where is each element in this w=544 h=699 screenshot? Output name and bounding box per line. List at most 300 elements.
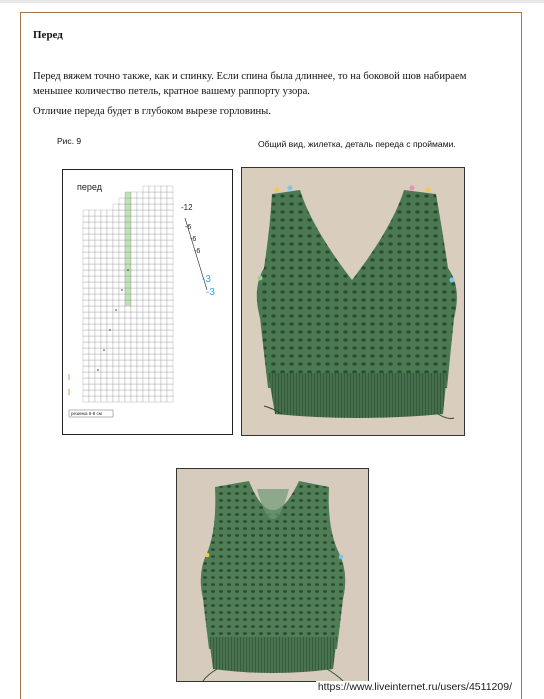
chart-cell	[119, 222, 125, 228]
chart-cell	[113, 306, 119, 312]
chart-cell	[101, 396, 107, 402]
chart-cell	[137, 324, 143, 330]
chart-cell	[95, 378, 101, 384]
chart-cell	[95, 264, 101, 270]
chart-cell	[167, 330, 173, 336]
chart-cell	[131, 348, 137, 354]
chart-cell	[167, 234, 173, 240]
chart-cell	[161, 318, 167, 324]
chart-cell	[155, 378, 161, 384]
chart-cell	[149, 324, 155, 330]
chart-cell	[131, 318, 137, 324]
chart-cell	[83, 222, 89, 228]
chart-cell	[119, 396, 125, 402]
chart-cell	[161, 294, 167, 300]
chart-cell	[101, 318, 107, 324]
chart-cell	[101, 372, 107, 378]
chart-cell	[89, 324, 95, 330]
chart-cell	[167, 258, 173, 264]
chart-cell	[113, 312, 119, 318]
chart-cell	[161, 252, 167, 258]
chart-cell	[131, 276, 137, 282]
chart-cell	[101, 312, 107, 318]
chart-cell	[101, 222, 107, 228]
chart-cell	[83, 288, 89, 294]
chart-cell	[107, 270, 113, 276]
chart-cell	[167, 228, 173, 234]
chart-cell	[125, 306, 131, 312]
chart-cell	[155, 222, 161, 228]
chart-cell	[107, 216, 113, 222]
chart-cell	[149, 216, 155, 222]
chart-cell	[149, 306, 155, 312]
chart-cell	[161, 204, 167, 210]
chart-cell	[83, 342, 89, 348]
chart-cell	[143, 282, 149, 288]
chart-cell	[143, 342, 149, 348]
chart-cell	[119, 360, 125, 366]
chart-cell	[113, 384, 119, 390]
chart-cell	[89, 240, 95, 246]
chart-cell	[89, 312, 95, 318]
chart-cell	[107, 222, 113, 228]
chart-cell	[155, 192, 161, 198]
chart-cell	[119, 300, 125, 306]
chart-cell	[167, 300, 173, 306]
chart-cell	[83, 318, 89, 324]
chart-cell	[113, 222, 119, 228]
chart-cell	[113, 228, 119, 234]
chart-cell	[131, 342, 137, 348]
chart-cell	[119, 288, 125, 294]
chart-cell	[119, 276, 125, 282]
chart-cell	[149, 288, 155, 294]
chart-cell	[143, 204, 149, 210]
chart-cell	[161, 324, 167, 330]
chart-cell	[143, 330, 149, 336]
chart-cell	[143, 198, 149, 204]
chart-cell	[161, 372, 167, 378]
chart-cell	[107, 324, 113, 330]
chart-cell	[113, 336, 119, 342]
chart-cell	[113, 342, 119, 348]
chart-cell	[101, 330, 107, 336]
chart-cell	[107, 252, 113, 258]
chart-cell	[101, 300, 107, 306]
chart-cell	[149, 258, 155, 264]
chart-cell	[119, 246, 125, 252]
chart-cell	[155, 294, 161, 300]
chart-cell	[107, 378, 113, 384]
chart-cell	[137, 252, 143, 258]
chart-cell	[149, 396, 155, 402]
chart-cell	[101, 210, 107, 216]
chart-cell	[95, 240, 101, 246]
chart-cell	[95, 276, 101, 282]
chart-cell	[137, 198, 143, 204]
chart-cell	[125, 204, 131, 210]
chart-cell	[131, 366, 137, 372]
chart-cell	[137, 228, 143, 234]
chart-cell	[161, 348, 167, 354]
chart-cell	[107, 390, 113, 396]
chart-cell	[101, 216, 107, 222]
chart-cell	[155, 204, 161, 210]
chart-cell	[113, 258, 119, 264]
chart-cell	[125, 324, 131, 330]
chart-cell	[125, 198, 131, 204]
chart-cell	[113, 282, 119, 288]
chart-cell	[155, 186, 161, 192]
chart-cell	[107, 396, 113, 402]
chart-cell	[137, 294, 143, 300]
chart-cell	[155, 228, 161, 234]
chart-cell	[155, 240, 161, 246]
chart-cell	[149, 354, 155, 360]
chart-cell	[155, 270, 161, 276]
chart-cell	[161, 360, 167, 366]
chart-cell	[95, 228, 101, 234]
chart-cell	[89, 282, 95, 288]
chart-cell	[83, 396, 89, 402]
chart-cell	[149, 264, 155, 270]
chart-cell	[113, 348, 119, 354]
chart-cell	[143, 324, 149, 330]
chart-cell	[143, 234, 149, 240]
chart-cell	[83, 360, 89, 366]
chart-cell	[137, 240, 143, 246]
chart-cell	[137, 276, 143, 282]
chart-cell	[131, 234, 137, 240]
chart-cell	[155, 330, 161, 336]
chart-cell	[143, 318, 149, 324]
chart-cell	[119, 318, 125, 324]
chart-cell	[119, 198, 125, 204]
chart-cell	[137, 258, 143, 264]
chart-cell	[161, 336, 167, 342]
chart-cell	[101, 294, 107, 300]
chart-cell	[155, 312, 161, 318]
chart-cell	[155, 264, 161, 270]
chart-cell	[155, 216, 161, 222]
chart-title: перед	[77, 182, 102, 192]
chart-cell	[119, 336, 125, 342]
chart-cell	[137, 342, 143, 348]
chart-cell	[113, 288, 119, 294]
chart-cell	[131, 282, 137, 288]
chart-cell	[89, 372, 95, 378]
chart-cell	[161, 246, 167, 252]
chart-cell	[107, 288, 113, 294]
chart-cell	[137, 270, 143, 276]
chart-cell	[89, 216, 95, 222]
chart-cell	[131, 228, 137, 234]
chart-cell	[119, 282, 125, 288]
chart-cell	[113, 216, 119, 222]
chart-cell	[95, 246, 101, 252]
chart-cell	[131, 252, 137, 258]
chart-cell	[89, 396, 95, 402]
chart-cell	[101, 384, 107, 390]
chart-cell	[167, 342, 173, 348]
chart-cell	[119, 330, 125, 336]
chart-cell	[143, 222, 149, 228]
decrease-12-label: -12	[181, 203, 193, 212]
chart-cell	[143, 366, 149, 372]
vest-photo-front-svg	[242, 168, 465, 436]
decrease-6-label-2: -6	[190, 236, 197, 243]
figure-label: Рис. 9	[57, 136, 82, 146]
chart-cell	[119, 372, 125, 378]
chart-cell	[83, 234, 89, 240]
chart-cell	[119, 204, 125, 210]
chart-cell	[113, 318, 119, 324]
chart-cell	[143, 228, 149, 234]
chart-cell	[113, 252, 119, 258]
chart-cell	[149, 222, 155, 228]
chart-cell	[131, 216, 137, 222]
chart-cell	[167, 348, 173, 354]
chart-cell	[107, 276, 113, 282]
chart-cell	[107, 354, 113, 360]
chart-cell	[107, 348, 113, 354]
chart-cell	[107, 282, 113, 288]
chart-cell	[89, 342, 95, 348]
chart-cell	[95, 234, 101, 240]
chart-cell	[83, 306, 89, 312]
chart-cell	[137, 222, 143, 228]
chart-cell	[137, 378, 143, 384]
chart-cell	[161, 276, 167, 282]
chart-cell	[131, 198, 137, 204]
chart-cell	[119, 366, 125, 372]
chart-cell	[95, 294, 101, 300]
chart-cell	[161, 240, 167, 246]
chart-cell	[143, 294, 149, 300]
chart-cell	[137, 384, 143, 390]
chart-cell	[161, 282, 167, 288]
chart-cell	[149, 198, 155, 204]
chart-cell	[119, 324, 125, 330]
chart-cell	[83, 372, 89, 378]
chart-cell	[95, 252, 101, 258]
chart-grid	[69, 186, 207, 417]
chart-cell	[119, 342, 125, 348]
chart-cell	[161, 198, 167, 204]
chart-cell	[149, 318, 155, 324]
chart-cell	[101, 354, 107, 360]
chart-cell	[131, 240, 137, 246]
chart-cell	[167, 198, 173, 204]
chart-cell	[125, 390, 131, 396]
chart-cell	[125, 366, 131, 372]
chart-cell	[143, 300, 149, 306]
chart-cell	[107, 210, 113, 216]
chart-cell	[95, 342, 101, 348]
chart-cell	[107, 312, 113, 318]
chart-cell	[89, 264, 95, 270]
chart-cell	[143, 192, 149, 198]
chart-cell	[125, 330, 131, 336]
chart-cell	[101, 234, 107, 240]
chart-cell	[155, 288, 161, 294]
chart-cell	[101, 336, 107, 342]
chart-cell	[167, 378, 173, 384]
chart-marker	[127, 269, 129, 271]
chart-cell	[131, 258, 137, 264]
chart-cell	[101, 360, 107, 366]
chart-cell	[89, 366, 95, 372]
chart-cell	[119, 378, 125, 384]
chart-cell	[149, 300, 155, 306]
chart-cell	[83, 228, 89, 234]
chart-cell	[143, 390, 149, 396]
chart-cell	[155, 360, 161, 366]
chart-cell	[167, 294, 173, 300]
chart-cell	[149, 228, 155, 234]
chart-cell	[107, 246, 113, 252]
chart-cell	[113, 372, 119, 378]
chart-cell	[161, 228, 167, 234]
chart-cell	[83, 282, 89, 288]
chart-cell	[167, 264, 173, 270]
chart-cell	[149, 282, 155, 288]
chart-cell	[131, 306, 137, 312]
chart-cell	[149, 246, 155, 252]
chart-cell	[161, 234, 167, 240]
chart-cell	[131, 354, 137, 360]
chart-cell	[89, 300, 95, 306]
chart-cell	[89, 210, 95, 216]
chart-cell	[83, 324, 89, 330]
chart-cell	[149, 186, 155, 192]
chart-cell	[119, 354, 125, 360]
chart-cell	[167, 276, 173, 282]
chart-cell	[149, 372, 155, 378]
chart-cell	[119, 270, 125, 276]
chart-cell	[155, 318, 161, 324]
chart-cell	[125, 360, 131, 366]
chart-cell	[107, 372, 113, 378]
chart-cell	[83, 264, 89, 270]
chart-cell	[83, 354, 89, 360]
chart-cell	[149, 378, 155, 384]
chart-cell	[83, 210, 89, 216]
chart-cell	[161, 288, 167, 294]
chart-cell	[143, 354, 149, 360]
chart-cell	[125, 264, 131, 270]
chart-cell	[119, 306, 125, 312]
source-url[interactable]: https://www.liveinternet.ru/users/4511209/	[317, 681, 512, 693]
chart-cell	[125, 342, 131, 348]
chart-cell	[89, 222, 95, 228]
chart-cell	[125, 252, 131, 258]
chart-cell	[83, 300, 89, 306]
chart-cell	[89, 270, 95, 276]
chart-cell	[125, 288, 131, 294]
chart-cell	[89, 390, 95, 396]
chart-cell	[143, 348, 149, 354]
chart-cell	[155, 258, 161, 264]
chart-cell	[83, 276, 89, 282]
chart-cell	[119, 210, 125, 216]
rib-label: резинка 6-8 см	[71, 411, 102, 416]
chart-cell	[125, 270, 131, 276]
chart-cell	[131, 204, 137, 210]
chart-cell	[113, 210, 119, 216]
chart-cell	[95, 390, 101, 396]
chart-cell	[167, 312, 173, 318]
chart-cell	[161, 384, 167, 390]
chart-cell	[143, 264, 149, 270]
chart-cell	[137, 288, 143, 294]
decrease-3-label-1: -3	[202, 274, 211, 285]
chart-cell	[155, 324, 161, 330]
chart-cell	[113, 360, 119, 366]
chart-cell	[167, 282, 173, 288]
figure-caption: Общий вид, жилетка, деталь переда с проймами.	[258, 139, 456, 149]
chart-cell	[167, 372, 173, 378]
chart-cell	[95, 300, 101, 306]
chart-cell	[89, 276, 95, 282]
chart-cell	[107, 294, 113, 300]
chart-cell	[125, 372, 131, 378]
chart-cell	[137, 312, 143, 318]
chart-cell	[131, 312, 137, 318]
chart-cell	[161, 186, 167, 192]
chart-cell	[125, 222, 131, 228]
chart-cell	[83, 366, 89, 372]
decrease-6-label-1: -6	[185, 224, 192, 231]
chart-cell	[95, 270, 101, 276]
chart-cell	[155, 390, 161, 396]
chart-cell	[131, 294, 137, 300]
chart-cell	[95, 336, 101, 342]
chart-cell	[83, 384, 89, 390]
chart-cell	[125, 276, 131, 282]
chart-cell	[125, 240, 131, 246]
chart-cell	[143, 240, 149, 246]
decrease-3-label-2: -3	[206, 287, 215, 298]
chart-cell	[95, 282, 101, 288]
chart-cell	[113, 390, 119, 396]
chart-marker	[121, 289, 123, 291]
chart-cell	[155, 282, 161, 288]
chart-cell	[161, 330, 167, 336]
chart-cell	[125, 258, 131, 264]
chart-cell	[137, 354, 143, 360]
chart-cell	[119, 348, 125, 354]
chart-cell	[125, 300, 131, 306]
chart-cell	[107, 300, 113, 306]
chart-cell	[113, 324, 119, 330]
chart-cell	[143, 288, 149, 294]
chart-cell	[155, 396, 161, 402]
chart-cell	[143, 312, 149, 318]
chart-cell	[161, 378, 167, 384]
chart-cell	[107, 360, 113, 366]
chart-cell	[137, 372, 143, 378]
chart-cell	[155, 246, 161, 252]
vest-photo-front	[241, 167, 465, 436]
chart-cell	[161, 300, 167, 306]
paragraph-neckline: Отличие переда будет в глубоком вырезе горловины.	[33, 106, 271, 117]
chart-cell	[155, 276, 161, 282]
chart-cell	[95, 306, 101, 312]
chart-cell	[131, 222, 137, 228]
chart-cell	[101, 342, 107, 348]
chart-cell	[161, 312, 167, 318]
